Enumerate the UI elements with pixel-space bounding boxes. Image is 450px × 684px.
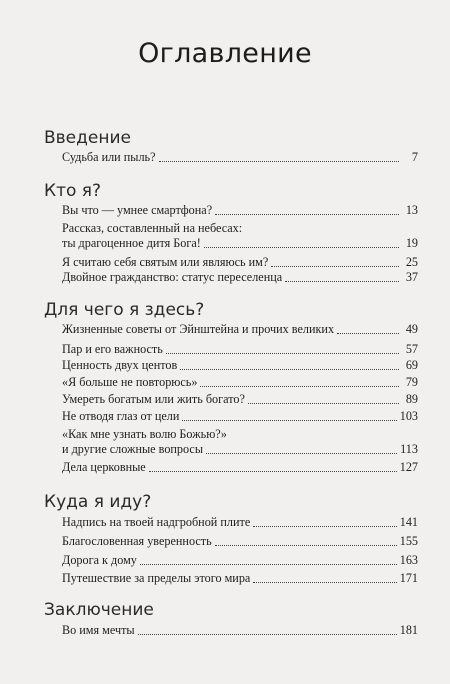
dot-leader (215, 214, 399, 215)
entry-title: Во имя мечты (62, 623, 135, 637)
entry-title: Двойное гражданство: статус переселенца (62, 270, 283, 284)
entry-title: Пар и его важность (62, 342, 163, 356)
entry-title: Умереть богатым или жить богато? (62, 392, 245, 406)
page-number: 103 (399, 409, 418, 423)
dot-leader (159, 161, 400, 162)
dot-leader (204, 247, 399, 248)
toc-entry (62, 342, 418, 357)
entry-title: Путешествие за пределы этого мира (62, 571, 251, 585)
toc-entry (62, 221, 418, 251)
page-number: 155 (399, 534, 418, 548)
toc-entry (62, 150, 418, 165)
dot-leader (166, 353, 399, 354)
page-number: 49 (405, 322, 418, 336)
toc-entry (62, 515, 418, 530)
entry-title: Я считаю себя святым или являюсь им? (62, 255, 269, 269)
page-number: 171 (399, 571, 418, 585)
page-number: 127 (399, 460, 418, 474)
section-title: Для чего я здесь? (44, 300, 205, 320)
toc-entry (62, 623, 418, 638)
dot-leader (248, 403, 399, 404)
toc-entry (62, 571, 418, 586)
toc-entry (62, 392, 418, 407)
dot-leader (337, 333, 399, 334)
toc-entry (62, 553, 418, 568)
entry-title: Ценность двух центов (62, 358, 178, 372)
toc-entry (62, 375, 418, 390)
section-title: Куда я иду? (44, 492, 152, 512)
toc-entry (62, 270, 418, 285)
page-number: 7 (411, 150, 418, 164)
toc-entry (62, 409, 418, 424)
dot-leader (206, 453, 397, 454)
entry-title-line: и другие сложные вопросы (62, 442, 204, 456)
dot-leader (140, 564, 397, 565)
page-number: 163 (399, 553, 418, 567)
page-number: 25 (405, 255, 418, 269)
page-number: 19 (405, 236, 418, 250)
dot-leader (253, 582, 396, 583)
toc-entry (62, 203, 418, 218)
dot-leader (149, 471, 397, 472)
section-title: Введение (44, 128, 131, 148)
page-number: 69 (405, 358, 418, 372)
section-title: Заключение (44, 600, 154, 620)
page-number: 89 (405, 392, 418, 406)
toc-entry (62, 358, 418, 373)
section-title: Кто я? (44, 181, 102, 201)
entry-title: Жизненные советы от Эйнштейна и прочих великих (62, 322, 335, 336)
entry-title: Надпись на твоей надгробной плите (62, 515, 251, 529)
dot-leader (215, 545, 397, 546)
dot-leader (182, 420, 396, 421)
entry-title-line: Рассказ, составленный на небесах: (62, 221, 243, 235)
dot-leader (138, 634, 397, 635)
entry-title-line: ты драгоценное дитя Бога! (62, 236, 201, 250)
page-number: 141 (399, 515, 418, 529)
dot-leader (180, 369, 399, 370)
toc-entry (62, 460, 418, 475)
page-number: 57 (405, 342, 418, 356)
page-number: 113 (400, 442, 418, 456)
toc-entry (62, 322, 418, 337)
dot-leader (200, 386, 399, 387)
toc-entry (62, 534, 418, 549)
entry-title-line: «Как мне узнать волю Божью?» (62, 427, 227, 441)
dot-leader (285, 281, 399, 282)
page-number: 181 (399, 623, 418, 637)
page-number: 13 (405, 203, 418, 217)
entry-title: Дела церковные (62, 460, 146, 474)
entry-title: Судьба или пыль? (62, 150, 156, 164)
page-number: 79 (405, 375, 418, 389)
entry-title: Благословенная уверенность (62, 534, 212, 548)
page-title: Оглавление (138, 38, 312, 69)
entry-title: Не отводя глаз от цели (62, 409, 180, 423)
toc-entry (62, 255, 418, 270)
entry-title: Вы что — умнее смартфона? (62, 203, 213, 217)
entry-title: «Я больше не повторюсь» (62, 375, 198, 389)
page-number: 37 (405, 270, 418, 284)
dot-leader (253, 526, 396, 527)
entry-title: Дорога к дому (62, 553, 137, 567)
dot-leader (271, 266, 399, 267)
toc-entry (62, 427, 418, 457)
